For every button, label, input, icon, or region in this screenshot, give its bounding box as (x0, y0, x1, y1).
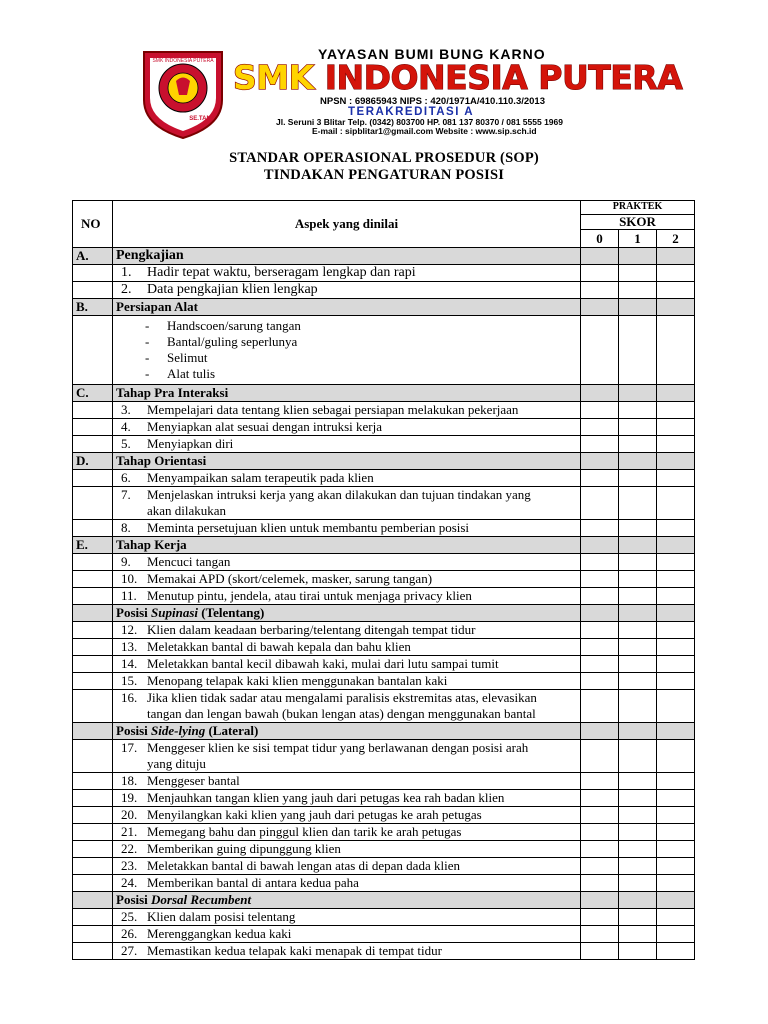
score-cell[interactable] (619, 622, 657, 639)
section-row (73, 453, 695, 470)
item-number: 4. (121, 419, 131, 434)
contact: E-mail : sipblitar1@gmail.com Website : www.sip.sch.id (312, 126, 537, 136)
score-cell[interactable] (657, 639, 695, 656)
score-cell[interactable] (619, 943, 657, 960)
score-cell[interactable] (657, 773, 695, 790)
score-cell[interactable] (619, 265, 657, 282)
item-number: 11. (121, 588, 137, 603)
item-number: 7. (121, 487, 131, 502)
table-row (73, 554, 695, 571)
score-cell[interactable] (657, 487, 695, 520)
item-number: 6. (121, 470, 131, 485)
item-label: Meminta persetujuan klien untuk membantu pemberian posisi (147, 520, 470, 535)
item-number: 22. (121, 841, 138, 856)
score-cell[interactable] (657, 673, 695, 690)
score-cell[interactable] (581, 858, 619, 875)
score-cell[interactable] (619, 909, 657, 926)
item-number: 19. (121, 790, 138, 805)
item-label: Mencuci tangan (147, 554, 231, 569)
table-row (73, 943, 695, 960)
item-number: 20. (121, 807, 138, 822)
item-label: Memakai APD (skort/celemek, masker, sarung tangan) (147, 571, 433, 586)
score-cell (657, 248, 695, 265)
item-label-continued: yang dituju (147, 756, 206, 771)
tool-item: - Bantal/guling seperlunya (145, 334, 298, 349)
table-row (73, 858, 695, 875)
logo-text: SMK INDONESIA PUTERA (152, 58, 214, 64)
header-score-1: 1 (619, 230, 657, 248)
item-label: Memastikan kedua telapak kaki menapak di tempat tidur (147, 943, 442, 958)
score-cell[interactable] (581, 554, 619, 571)
table-row (73, 807, 695, 824)
score-cell[interactable] (657, 926, 695, 943)
section-title: Pengkajian (113, 248, 581, 265)
score-cell[interactable] (619, 639, 657, 656)
item-text (113, 265, 581, 282)
item-label: Menyampaikan salam terapeutik pada klien (147, 470, 374, 485)
item-number: 5. (121, 436, 131, 451)
tool-label: Alat tulis (167, 366, 216, 381)
score-cell[interactable] (581, 282, 619, 299)
score-cell[interactable] (619, 419, 657, 436)
score-cell[interactable] (657, 316, 695, 385)
score-cell[interactable] (657, 807, 695, 824)
table-row (73, 571, 695, 588)
item-label: Menjauhkan tangan klien yang jauh dari petugas kea rah badan klien (147, 790, 505, 805)
subsection-prefix: Posisi (116, 892, 152, 907)
score-cell[interactable] (657, 436, 695, 453)
subsection-row (73, 723, 695, 740)
item-number: 2. (121, 282, 132, 297)
item-label: Memberikan bantal di antara kedua paha (147, 875, 359, 890)
table-row (73, 588, 695, 605)
document-subtitle: TINDAKAN PENGATURAN POSISI (263, 167, 505, 183)
table-row (73, 690, 695, 723)
item-label: Menutup pintu, jendela, atau tirai untuk menjaga privacy klien (147, 588, 472, 603)
item-label: Menggeser bantal (147, 773, 240, 788)
item-number: 26. (121, 926, 138, 941)
score-cell[interactable] (619, 316, 657, 385)
item-number: 10. (121, 571, 138, 586)
item-number: 21. (121, 824, 138, 839)
section-title: Persiapan Alat (113, 299, 581, 316)
section-row (73, 537, 695, 554)
section-letter: D. (73, 453, 113, 470)
subsection-row (73, 892, 695, 909)
score-cell[interactable] (581, 740, 619, 773)
item-label: Merenggangkan kedua kaki (147, 926, 292, 941)
table-row (73, 470, 695, 487)
section-letter: A. (73, 248, 113, 265)
score-cell[interactable] (657, 909, 695, 926)
score-cell[interactable] (581, 520, 619, 537)
item-label: Mempelajari data tentang klien sebagai persiapan melakukan pekerjaan (147, 402, 519, 417)
table-row (73, 487, 695, 520)
item-label: Klien dalam posisi telentang (147, 909, 296, 924)
school-logo (140, 48, 226, 140)
table-row (73, 419, 695, 436)
score-cell[interactable] (581, 470, 619, 487)
tool-label: Handscoen/sarung tangan (167, 318, 301, 333)
item-label: Memegang bahu dan pinggul klien dan tarik ke arah petugas (147, 824, 462, 839)
subsection-title (113, 892, 581, 909)
table-row (73, 740, 695, 773)
table-row (73, 639, 695, 656)
score-cell (619, 248, 657, 265)
item-number: 9. (121, 554, 131, 569)
score-cell[interactable] (581, 622, 619, 639)
item-number: 13. (121, 639, 138, 654)
score-cell[interactable] (619, 402, 657, 419)
item-label: Hadir tepat waktu, berseragam lengkap dan rapi (147, 265, 416, 280)
subsection-prefix: Posisi (116, 605, 152, 620)
section-row (73, 385, 695, 402)
item-label-continued: akan dilakukan (147, 503, 227, 518)
score-cell[interactable] (657, 875, 695, 892)
score-cell[interactable] (581, 436, 619, 453)
tool-list (113, 316, 581, 385)
header-skor: SKOR (581, 215, 695, 230)
header-score-2: 2 (657, 230, 695, 248)
score-cell[interactable] (619, 282, 657, 299)
section-title: Tahap Kerja (113, 537, 581, 554)
school-name-text: INDONESIA PUTERA (324, 58, 683, 97)
item-label: Meletakkan bantal di bawah kepala dan bahu klien (147, 639, 411, 654)
item-label: Klien dalam keadaan berbaring/telentang ditengah tempat tidur (147, 622, 476, 637)
score-cell[interactable] (581, 909, 619, 926)
table-row (73, 402, 695, 419)
item-number: 24. (121, 875, 138, 890)
score-cell[interactable] (581, 824, 619, 841)
table-row (73, 790, 695, 807)
score-cell[interactable] (657, 790, 695, 807)
table-row (73, 316, 695, 385)
tool-label: Selimut (167, 350, 208, 365)
score-cell[interactable] (581, 487, 619, 520)
score-cell[interactable] (619, 875, 657, 892)
item-number: 17. (121, 740, 138, 755)
score-cell[interactable] (581, 316, 619, 385)
score-cell[interactable] (581, 419, 619, 436)
address: Jl. Seruni 3 Blitar Telp. (0342) 803700 HP. 081 137 80370 / 081 5555 1969 (276, 117, 563, 127)
item-label: Menopang telapak kaki klien menggunakan bantalan kaki (147, 673, 448, 688)
score-cell[interactable] (657, 571, 695, 588)
score-cell[interactable] (581, 841, 619, 858)
logo-motto: SE.TAN (189, 116, 211, 122)
letterhead (0, 0, 768, 140)
score-cell[interactable] (657, 402, 695, 419)
item-number: 1. (121, 265, 132, 280)
score-cell[interactable] (619, 773, 657, 790)
section-letter: B. (73, 299, 113, 316)
tool-item: - Handscoen/sarung tangan (145, 318, 301, 333)
item-number: 12. (121, 622, 138, 637)
table-row (73, 520, 695, 537)
score-cell[interactable] (581, 790, 619, 807)
score-cell[interactable] (619, 436, 657, 453)
table-row (73, 824, 695, 841)
item-label: Meletakkan bantal kecil dibawah kaki, mulai dari lutu sampai tumit (147, 656, 499, 671)
score-cell[interactable] (619, 790, 657, 807)
item-number: 14. (121, 656, 138, 671)
item-text (113, 282, 581, 299)
item-number: 16. (121, 690, 138, 705)
score-cell[interactable] (657, 265, 695, 282)
section-title: Tahap Orientasi (113, 453, 581, 470)
item-number: 18. (121, 773, 138, 788)
score-cell[interactable] (657, 824, 695, 841)
subsection-name: Dorsal Recumbent (151, 892, 252, 907)
score-cell[interactable] (657, 588, 695, 605)
score-cell[interactable] (581, 807, 619, 824)
table-row (73, 926, 695, 943)
score-cell[interactable] (581, 265, 619, 282)
score-cell[interactable] (657, 520, 695, 537)
score-cell[interactable] (619, 858, 657, 875)
score-cell[interactable] (657, 858, 695, 875)
score-cell[interactable] (581, 656, 619, 673)
subsection-suffix: (Telentang) (198, 605, 265, 620)
item-number: 27. (121, 943, 138, 958)
item-number: 8. (121, 520, 131, 535)
item-label: Menggeser klien ke sisi tempat tidur yang berlawanan dengan posisi arah (147, 740, 529, 755)
subsection-prefix: Posisi (116, 723, 152, 738)
document-title: STANDAR OPERASIONAL PROSEDUR (SOP) (229, 150, 539, 166)
item-number: 23. (121, 858, 138, 873)
school-name (233, 60, 682, 96)
section-row (73, 248, 695, 265)
accreditation: TERAKREDITASI A (348, 106, 474, 118)
score-cell[interactable] (657, 740, 695, 773)
item-label: Memberikan guing dipunggung klien (147, 841, 341, 856)
table-row (73, 265, 695, 282)
score-cell[interactable] (619, 571, 657, 588)
item-number: 3. (121, 402, 131, 417)
item-number: 15. (121, 673, 138, 688)
score-cell[interactable] (581, 875, 619, 892)
table-row (73, 436, 695, 453)
section-title: Tahap Pra Interaksi (113, 385, 581, 402)
score-cell[interactable] (581, 943, 619, 960)
section-row (73, 299, 695, 316)
score-cell[interactable] (581, 571, 619, 588)
score-cell[interactable] (619, 740, 657, 773)
foundation-name: YAYASAN BUMI BUNG KARNO (318, 46, 546, 62)
header-score-0: 0 (581, 230, 619, 248)
score-cell[interactable] (581, 673, 619, 690)
school-ids: NPSN : 69865943 NIPS : 420/1971A/410.110.3/2013 (320, 96, 545, 107)
score-cell[interactable] (581, 588, 619, 605)
score-cell[interactable] (657, 282, 695, 299)
item-number: 25. (121, 909, 138, 924)
score-cell[interactable] (657, 554, 695, 571)
item-label: Menyilangkan kaki klien yang jauh dari petugas ke arah petugas (147, 807, 482, 822)
subsection-row (73, 605, 695, 622)
score-cell[interactable] (619, 926, 657, 943)
table-row (73, 673, 695, 690)
table-row (73, 909, 695, 926)
school-prefix: SMK (233, 58, 314, 97)
score-cell[interactable] (657, 943, 695, 960)
item-label-continued: tangan dan lengan bawah (bukan lengan atas) dengan menggunakan bantal (147, 706, 536, 721)
subsection-title (113, 605, 581, 622)
item-label: Menjelaskan intruksi kerja yang akan dilakukan dan tujuan tindakan yang (147, 487, 531, 502)
table-row (73, 773, 695, 790)
item-label: Meletakkan bantal di bawah lengan atas di depan dada klien (147, 858, 460, 873)
subsection-suffix: (Lateral) (205, 723, 259, 738)
score-cell[interactable] (619, 470, 657, 487)
item-label: Jika klien tidak sadar atau mengalami paralisis ekstremitas atas, elevasikan (147, 690, 537, 705)
subsection-name: Supinasi (151, 605, 199, 620)
table-row (73, 622, 695, 639)
score-cell[interactable] (657, 690, 695, 723)
score-cell[interactable] (619, 824, 657, 841)
header-aspek: Aspek yang dinilai (113, 201, 581, 248)
item-label: Data pengkajian klien lengkap (147, 282, 318, 297)
score-cell[interactable] (619, 673, 657, 690)
score-cell[interactable] (657, 470, 695, 487)
score-cell[interactable] (657, 419, 695, 436)
score-cell[interactable] (581, 690, 619, 723)
table-row (73, 841, 695, 858)
score-cell (581, 248, 619, 265)
score-cell[interactable] (619, 487, 657, 520)
score-cell[interactable] (619, 656, 657, 673)
section-letter: E. (73, 537, 113, 554)
score-cell[interactable] (657, 622, 695, 639)
score-cell[interactable] (581, 773, 619, 790)
score-cell[interactable] (619, 690, 657, 723)
score-cell[interactable] (581, 639, 619, 656)
score-cell[interactable] (657, 656, 695, 673)
score-cell[interactable] (619, 520, 657, 537)
header-praktek: PRAKTEK (581, 201, 695, 215)
tool-label: Bantal/guling seperlunya (167, 334, 298, 349)
header-no: NO (73, 201, 113, 248)
subsection-title (113, 723, 581, 740)
table-row (73, 875, 695, 892)
tool-item: - Alat tulis (145, 366, 216, 381)
score-cell[interactable] (657, 841, 695, 858)
score-cell[interactable] (619, 554, 657, 571)
subsection-name: Side-lying (151, 723, 206, 738)
score-cell[interactable] (581, 402, 619, 419)
tool-item: - Selimut (145, 350, 208, 365)
table-row (73, 282, 695, 299)
item-label: Menyiapkan alat sesuai dengan intruksi kerja (147, 419, 383, 434)
score-cell[interactable] (619, 841, 657, 858)
table-row (73, 656, 695, 673)
section-letter: C. (73, 385, 113, 402)
item-label: Menyiapkan diri (147, 436, 234, 451)
score-cell[interactable] (581, 926, 619, 943)
score-cell[interactable] (619, 588, 657, 605)
score-cell[interactable] (619, 807, 657, 824)
sop-table (72, 200, 695, 960)
